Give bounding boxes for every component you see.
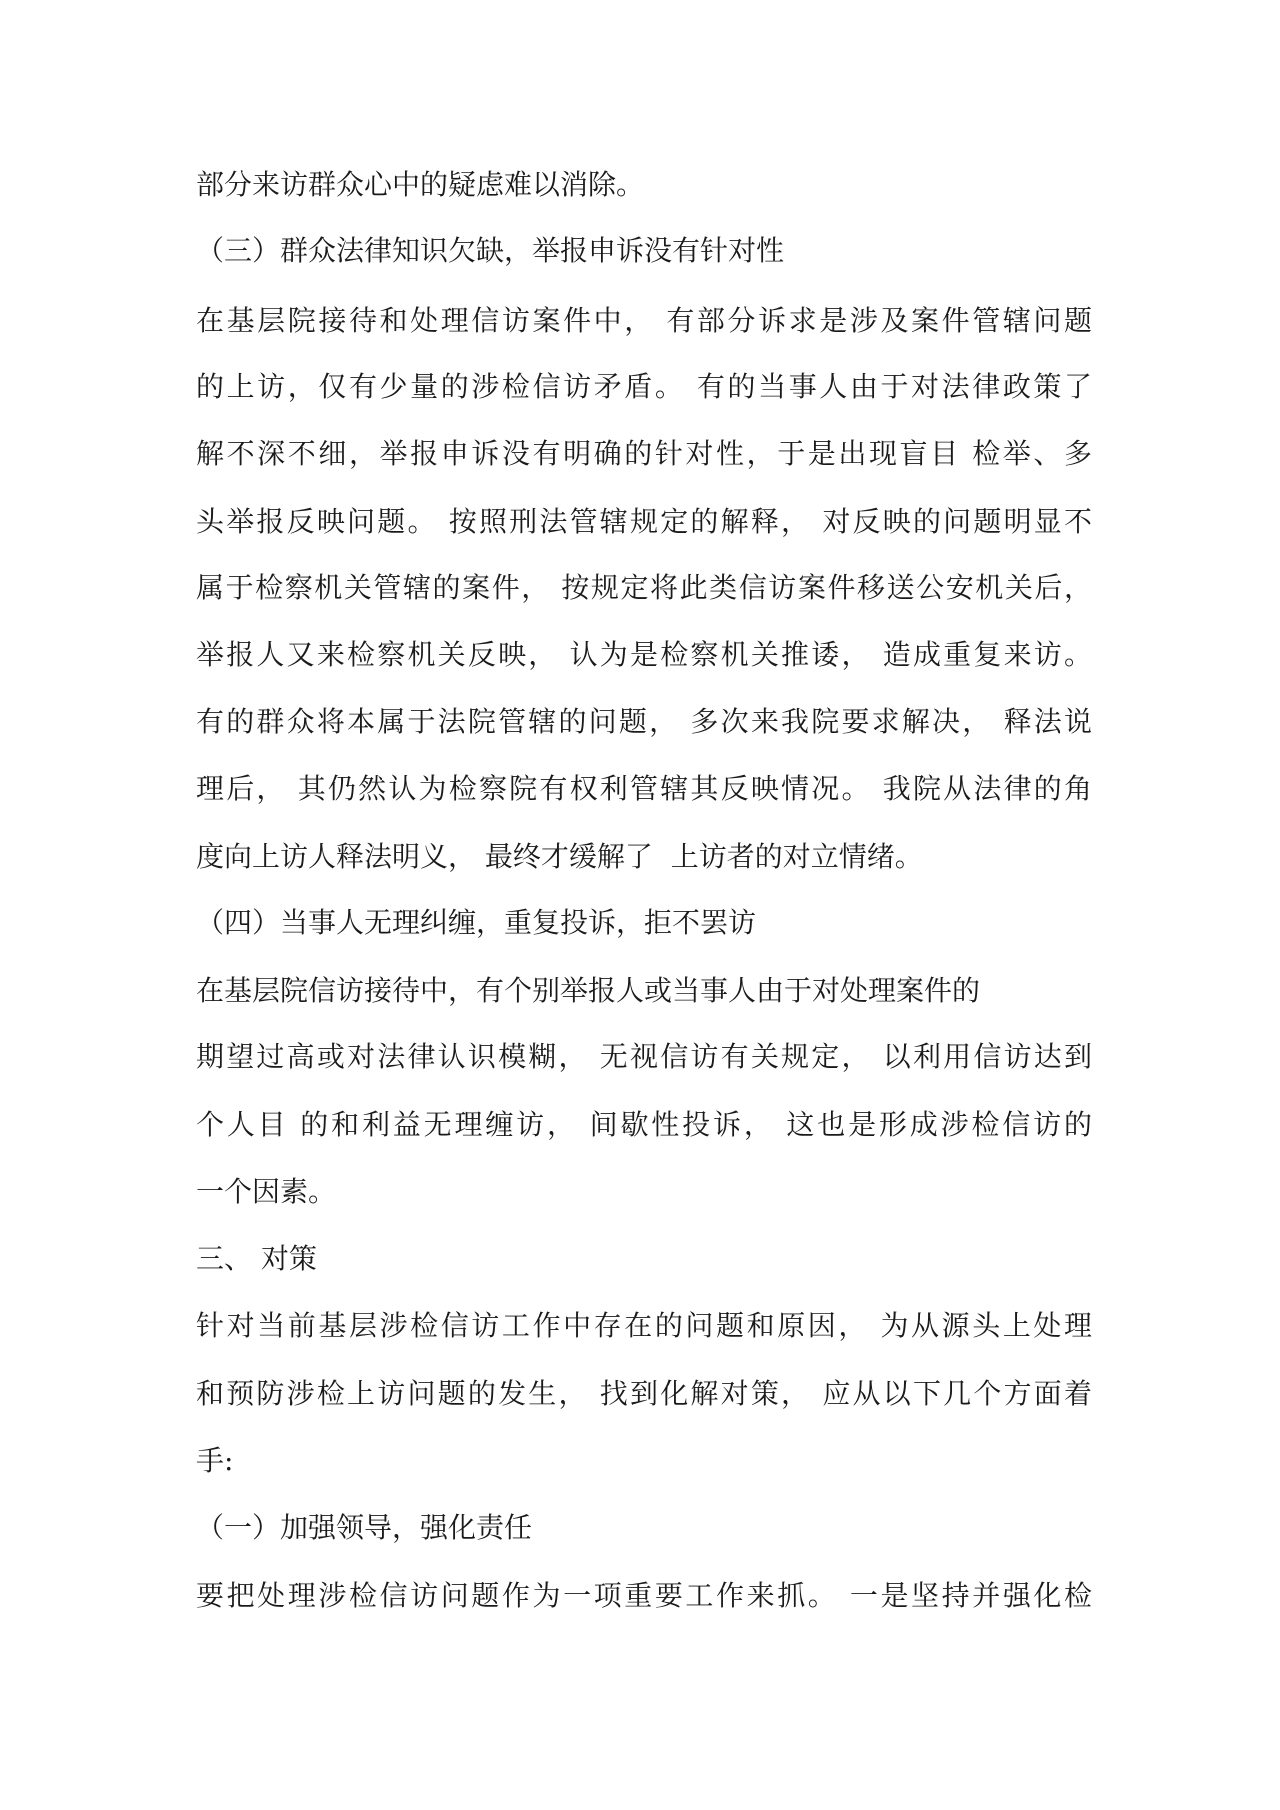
text-line: 手:: [196, 1444, 234, 1477]
text-line: （四）当事人无理纠缠，重复投诉，拒不罢访: [196, 906, 757, 939]
text-line: 个人目 的和利益无理缠访， 间歇性投诉， 这也是形成涉检信访的: [196, 1108, 1092, 1141]
text-line: 在基层院接待和处理信访案件中， 有部分诉求是涉及案件管辖问题: [196, 304, 1092, 337]
text-line: 要把处理涉检信访问题作为一项重要工作来抓。 一是坚持并强化检: [196, 1579, 1092, 1612]
text-line: 和预防涉检上访问题的发生， 找到化解对策， 应从以下几个方面着: [196, 1377, 1092, 1410]
text-line: 的上访，仅有少量的涉检信访矛盾。 有的当事人由于对法律政策了: [196, 370, 1092, 403]
text-line: （三）群众法律知识欠缺，举报申诉没有针对性: [196, 234, 785, 267]
text-line: 部分来访群众心中的疑虑难以消除。: [196, 168, 645, 201]
text-line: 三、 对策: [196, 1242, 317, 1275]
text-line: 属于检察机关管辖的案件， 按规定将此类信访案件移送公安机关后，: [196, 571, 1092, 604]
text-line: 度向上访人释法明义， 最终才缓解了 上访者的对立情绪。: [196, 840, 923, 873]
text-line: （一）加强领导，强化责任: [196, 1511, 533, 1544]
text-line: 头举报反映问题。 按照刑法管辖规定的解释， 对反映的问题明显不: [196, 505, 1092, 538]
text-line: 一个因素。: [196, 1175, 337, 1208]
text-line: 期望过高或对法律认识模糊， 无视信访有关规定， 以利用信访达到: [196, 1040, 1092, 1073]
text-line: 举报人又来检察机关反映， 认为是检察机关推诿， 造成重复来访。: [196, 638, 1092, 671]
text-line: 在基层院信访接待中，有个别举报人或当事人由于对处理案件的: [196, 974, 981, 1007]
text-line: 解不深不细，举报申诉没有明确的针对性，于是出现盲目 检举、多: [196, 437, 1092, 470]
text-line: 针对当前基层涉检信访工作中存在的问题和原因， 为从源头上处理: [196, 1309, 1092, 1342]
text-line: 理后， 其仍然认为检察院有权利管辖其反映情况。 我院从法律的角: [196, 772, 1092, 805]
text-line: 有的群众将本属于法院管辖的问题， 多次来我院要求解决， 释法说: [196, 705, 1092, 738]
